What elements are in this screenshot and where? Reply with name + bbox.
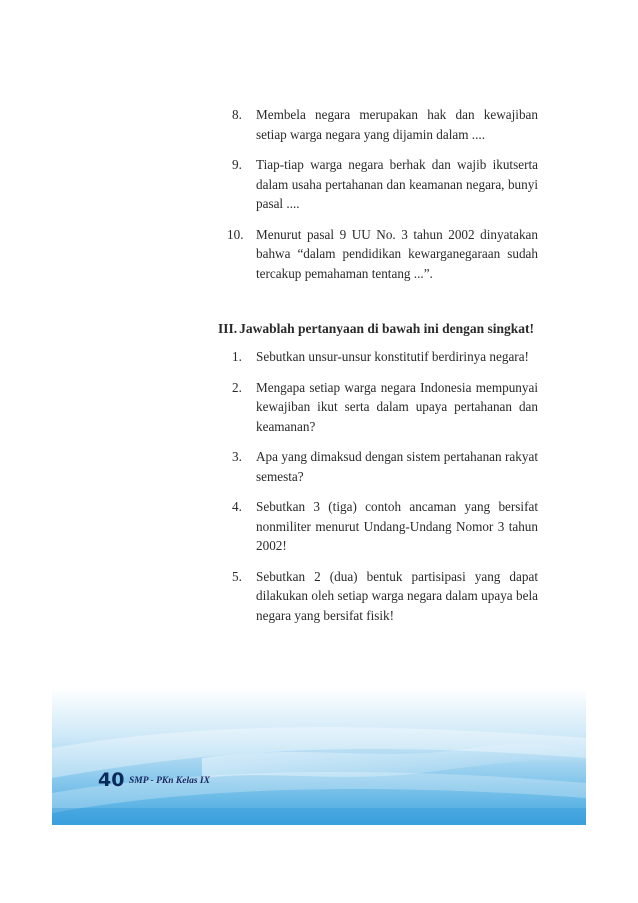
footer-decoration [52,688,586,825]
list-item [218,155,538,214]
list-item [218,378,538,437]
section-number: III. [218,321,238,336]
list-item [218,497,538,556]
list-item [218,447,538,486]
list-item [218,225,538,284]
item-text: Mengapa setiap warga negara Indonesia mempunyai kewajiban ikut serta dalam upaya pertahanan dan keamanan? [256,379,538,434]
item-number: 3. [232,449,242,464]
item-text: Apa yang dimaksud dengan sistem pertahanan rakyat semesta? [256,449,538,484]
item-text: Tiap-tiap warga negara berhak dan wajib ikutserta dalam usaha pertahanan dan keamanan negara, bunyi pasal .... [256,157,538,211]
item-text: Sebutkan 2 (dua) bentuk partisipasi yang dapat dilakukan oleh setiap warga negara dalam upaya bela negara yang bersifat fisik! [256,568,538,623]
item-number: 4. [232,499,242,514]
item-text: Membela negara merupakan hak dan kewajiban setiap warga negara yang dijamin dalam .... [256,107,538,142]
list-item [218,567,538,626]
item-text: Sebutkan unsur-unsur konstitutif berdirinya negara! [256,349,529,364]
section-iii [218,319,538,636]
section-heading [218,319,538,338]
item-number: 9. [232,157,242,172]
item-number: 10. [227,226,244,242]
item-number: 5. [232,568,242,584]
section-title: Jawablah pertanyaan di bawah ini dengan singkat! [239,321,534,336]
list-item [218,347,538,367]
item-number: 8. [232,107,242,122]
item-text: Sebutkan 3 (tiga) contoh ancaman yang bersifat nonmiliter menurut Undang-Undang Nomor 3 tahun 2002! [256,499,538,553]
list-item [218,105,538,144]
question-list-continued [218,105,538,294]
item-number: 2. [232,379,242,395]
book-title: SMP - PKn Kelas IX [129,776,210,786]
item-number: 1. [232,349,242,364]
page-number: 40 [98,769,125,791]
item-text: Menurut pasal 9 UU No. 3 tahun 2002 dinyatakan bahwa “dalam pendidikan kewarganegaraan sudah tercakup pemahaman tentang ...”. [256,226,538,281]
